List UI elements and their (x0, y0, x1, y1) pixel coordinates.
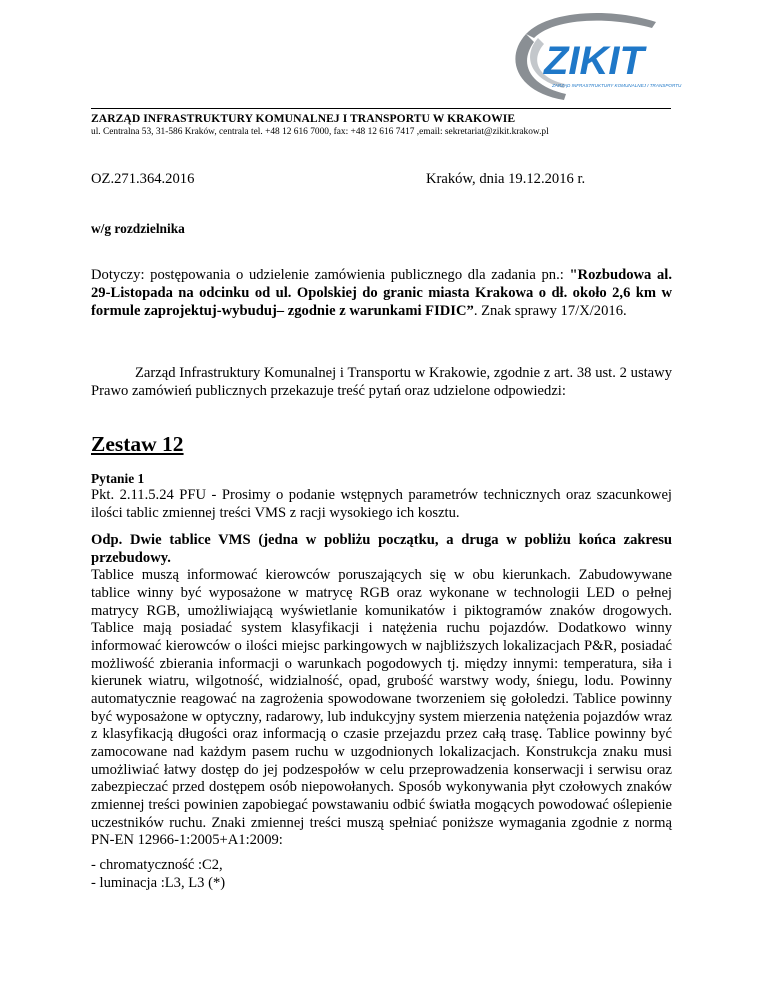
logo-swoosh-top (526, 13, 656, 38)
question-title: Pytanie 1 (91, 471, 145, 486)
header-rule (91, 108, 671, 109)
subject-title: "Rozbudowa al. 29-Listopada na odcinku od ul. Opolskiej do granic miasta Krakowa o dł. około 2,6 km w formule zaprojektuj-wybuduj– zgodnie z warunkami FIDIC” (91, 267, 672, 319)
reference-number: OZ.271.364.2016 (91, 171, 195, 187)
zikit-logo (486, 8, 682, 104)
logo-wordmark: ZIKIT (544, 39, 644, 83)
list-item: - chromatyczność :C2, (91, 857, 223, 873)
answer-body: Tablice muszą informować kierowców poruszających się w obu kierunkach. Zabudowywane tablice winny być wyposażone w matrycę RGB oraz wykonane w technologii LED o pełnej matrycy RGB, umożliwiającą wyświetlanie komunikatów i piktogramów znaków drogowych. Tablice mają posiadać system klasyfikacji i natężenia ruchu pojazdów. Dodatkowo winny informować kierowców o ilości miejsc parkingowych w najbliższych lokalizacjach P&R, posiadać możliwość zbierania informacji o warunkach pogodowych tj. między innymi: temperatura, siła i kierunek wiatru, wilgotność, widzialność, opad, grubość warstwy wody, śniegu, lodu. Powinny automatycznie reagować na zagrożenia spowodowane tworzeniem się gołoledzi. Tablice powinny być wyposażone w optyczny, radarowy, lub indukcyjny system mierzenia natężenia pojazdów wraz z klasyfikacją długości oraz informacją o czasie przejazdu przez całą trasę. Tablice powinny być zamocowane nad każdym pasem ruchu w uzgodnionych lokalizacjach. Konstrukcja znaku musi umożliwiać łatwy dostęp do jej podzespołów w celu przeprowadzenia konserwacji i serwisu oraz zabezpieczać przed dostępem osób niepowołanych. Sposób wykonywania płyt czołowych znaków zmiennej treści powinien zapobiegać powstawaniu odbić światła mogących powodować oślepienie uczestników ruchu. Znaki zmiennej treści muszą spełniać poniższe wymagania zgodnie z normą PN-EN 12966-1:2005+A1:2009: (91, 567, 672, 849)
logo-tagline: ZARZĄD INFRASTRUKTURY KOMUNALNEJ I TRANSPORTU (552, 83, 682, 88)
intro-paragraph: Zarząd Infrastruktury Komunalnej i Transportu w Krakowie, zgodnie z art. 38 ust. 2 ustawy Prawo zamówień publicznych przekazuje treść pytań oraz udzielone odpowiedzi: (91, 365, 672, 399)
section-heading: Zestaw 12 (91, 432, 184, 456)
organization-address: ul. Centralna 53, 31-586 Kraków, centrala tel. +48 12 616 7000, fax: +48 12 616 7417 ,email: sekretariat@zikit.krakow.pl (91, 127, 549, 137)
answer-paragraph (91, 532, 672, 850)
place-date: Kraków, dnia 19.12.2016 r. (426, 171, 586, 187)
answer-lead: Odp. Dwie tablice VMS (jedna w pobliżu początku, a druga w pobliżu końca zakresu przebudowy. (91, 532, 672, 566)
subject-paragraph (91, 267, 672, 320)
distribution-note: w/g rozdzielnika (91, 221, 185, 236)
requirements-list (91, 857, 225, 893)
question-text: Pkt. 2.11.5.24 PFU - Prosimy o podanie wstępnych parametrów technicznych oraz szacunkowej ilości tablic zmiennej treści VMS z racji wysokiego ich kosztu. (91, 487, 672, 521)
organization-name: ZARZĄD INFRASTRUKTURY KOMUNALNEJ I TRANSPORTU W KRAKOWIE (91, 112, 516, 125)
list-item: - luminacja :L3, L3 (*) (91, 874, 226, 891)
zikit-logo-graphic (486, 8, 682, 104)
subject-suffix: . Znak sprawy 17/X/2016. (473, 302, 627, 319)
subject-prefix: Dotyczy: postępowania o udzielenie zamówienia publicznego dla zadania pn.: (91, 267, 570, 283)
